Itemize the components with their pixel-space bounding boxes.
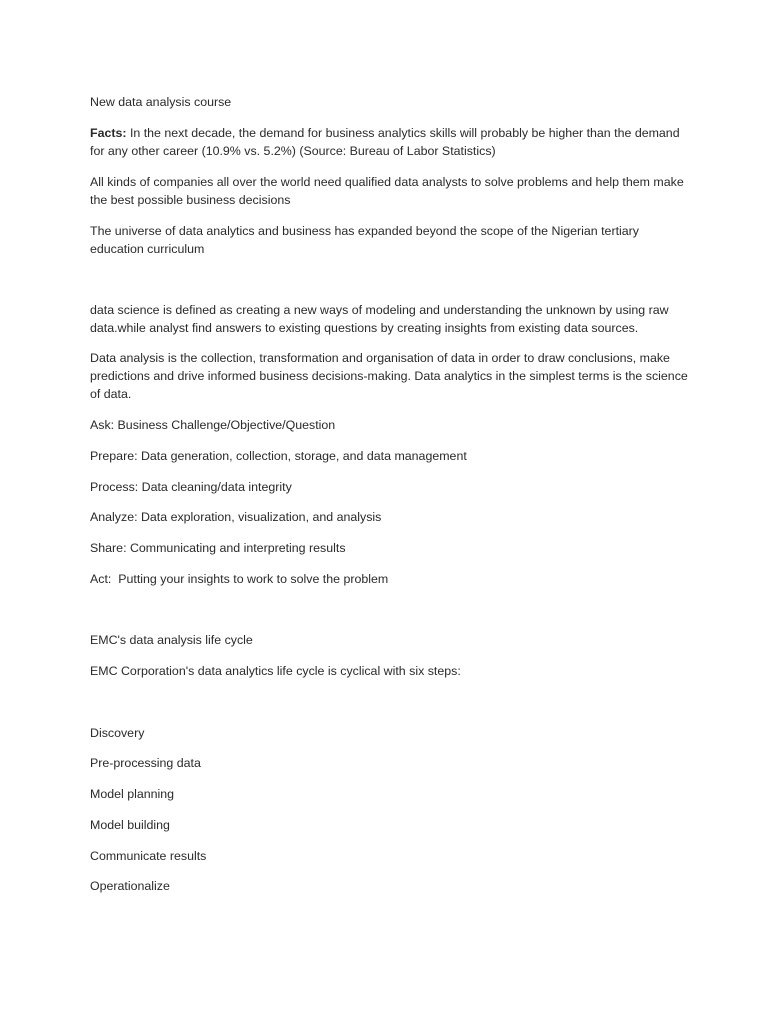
data-science-paragraph: data science is defined as creating a new ways of modeling and understanding the unknown by using raw data.while analyst find answers to existing questions by creating insights from existing data sources. — [90, 303, 669, 335]
emc-step-preprocessing: Pre-processing data — [90, 756, 201, 770]
emc-heading: EMC's data analysis life cycle — [90, 633, 253, 647]
universe-paragraph: The universe of data analytics and business has expanded beyond the scope of the Nigerian tertiary education curriculum — [90, 224, 639, 256]
facts-label: Facts: — [90, 126, 127, 140]
facts-paragraph — [90, 124, 690, 160]
definition-paragraph: Data analysis is the collection, transformation and organisation of data in order to draw conclusions, make predictions and drive informed business decisions-making. Data analytics in the simplest terms is the science of data. — [90, 351, 688, 401]
step-share: Share: Communicating and interpreting results — [90, 541, 346, 555]
step-process: Process: Data cleaning/data integrity — [90, 480, 292, 494]
emc-step-model-planning: Model planning — [90, 787, 175, 801]
emc-step-operationalize: Operationalize — [90, 879, 170, 893]
step-prepare: Prepare: Data generation, collection, storage, and data management — [90, 449, 467, 463]
step-analyze: Analyze: Data exploration, visualization, and analysis — [90, 510, 382, 524]
step-ask: Ask: Business Challenge/Objective/Question — [90, 418, 336, 432]
emc-step-communicate: Communicate results — [90, 849, 207, 863]
emc-step-model-building: Model building — [90, 818, 170, 832]
document-title: New data analysis course — [90, 95, 232, 109]
companies-paragraph: All kinds of companies all over the world need qualified data analysts to solve problems and help them make the best possible business decisions — [90, 175, 684, 207]
step-act: Act: Putting your insights to work to solve the problem — [90, 572, 389, 586]
emc-intro: EMC Corporation's data analytics life cycle is cyclical with six steps: — [90, 664, 461, 678]
emc-step-discovery: Discovery — [90, 726, 145, 740]
facts-text: In the next decade, the demand for business analytics skills will probably be higher than the demand for any other career (10.9% vs. 5.2%) (Source: Bureau of Labor Statistics) — [90, 126, 680, 158]
